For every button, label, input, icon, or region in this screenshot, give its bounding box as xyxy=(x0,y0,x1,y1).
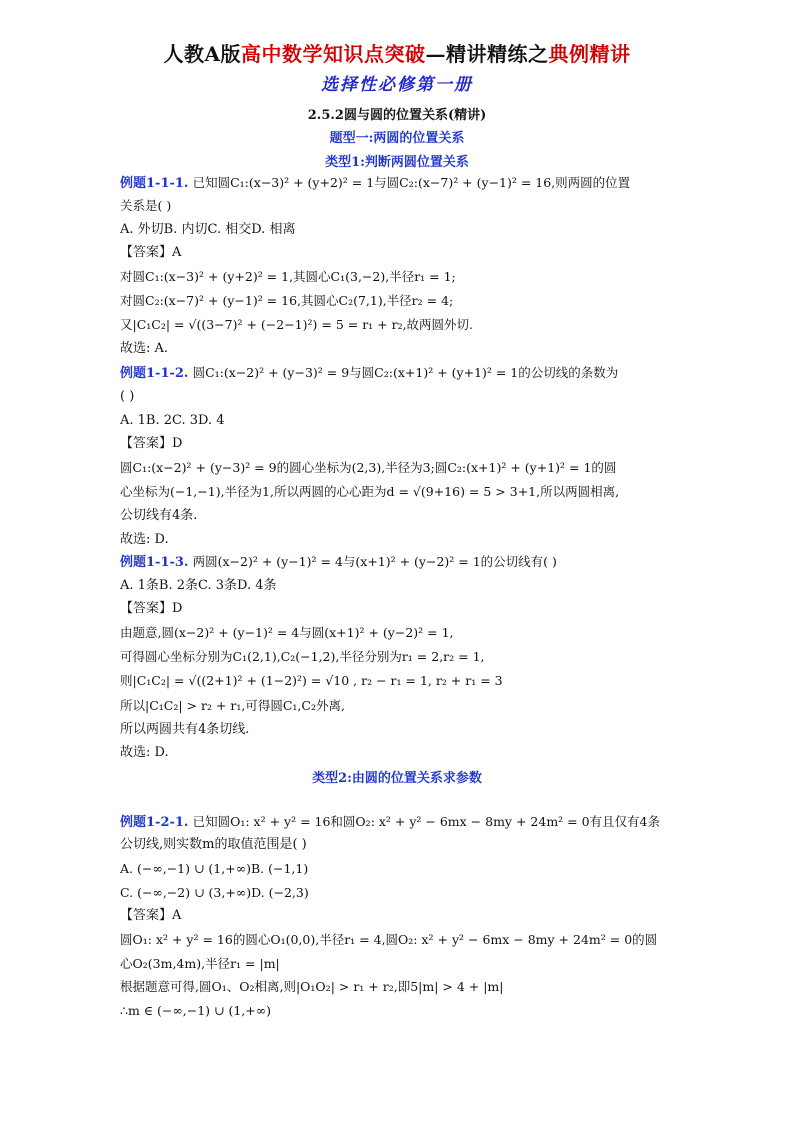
header-part2: 高中数学知识点突破 xyxy=(241,42,426,66)
ex4-answer: 【答案】A xyxy=(120,908,182,923)
topic-title: 题型一:两圆的位置关系 xyxy=(329,131,465,146)
ex1-solution3: 又|C₁C₂| = √((3−7)² + (−2−1)²) = 5 = r₁ + r₂,故两圆外切. xyxy=(120,317,474,332)
ex2-answer: 【答案】D xyxy=(120,436,183,451)
ex1-options: A. 外切B. 内切C. 相交D. 相离 xyxy=(120,222,296,237)
ex2-choice: 故选: D. xyxy=(120,532,169,547)
ex3-solution2: 可得圆心坐标分别为C₁(2,1),C₂(−1,2),半径分别为r₁ = 2,r₂ = 1, xyxy=(120,649,485,664)
header-part3: —精讲精练之 xyxy=(425,42,549,66)
ex4-options1: A. (−∞,−1) ∪ (1,+∞)B. (−1,1) xyxy=(120,861,309,876)
ex3-label: 例题1-1-3. xyxy=(120,555,189,570)
type1-title: 类型1:判断两圆位置关系 xyxy=(325,155,469,170)
ex3-answer: 【答案】D xyxy=(120,601,183,616)
ex4-label: 例题1-2-1. xyxy=(120,815,189,830)
ex2-options: A. 1B. 2C. 3D. 4 xyxy=(120,413,225,428)
ex1-question-line2: 关系是( ) xyxy=(120,198,172,213)
ex3-choice: 故选: D. xyxy=(120,745,169,760)
ex4-solution3: 根据题意可得,圆O₁、O₂相离,则|O₁O₂| > r₁ + r₂,即5|m| > 4 + |m| xyxy=(120,979,504,994)
page-header xyxy=(0,38,794,67)
type2-title: 类型2:由圆的位置关系求参数 xyxy=(312,771,482,786)
ex1-label: 例题1-1-1. xyxy=(120,176,189,191)
ex2-question-line2: ( ) xyxy=(120,389,135,404)
ex4-solution4: ∴m ∈ (−∞,−1) ∪ (1,+∞) xyxy=(120,1003,272,1018)
ex3-options: A. 1条B. 2条C. 3条D. 4条 xyxy=(120,578,277,593)
ex3-solution3: 则|C₁C₂| = √((2+1)² + (1−2)²) = √10 , r₂ − r₁ = 1, r₂ + r₁ = 3 xyxy=(120,673,503,688)
ex2-text1: 圆C₁:(x−2)² + (y−3)² = 9与圆C₂:(x+1)² + (y+1)² = 1的公切线的条数为 xyxy=(192,365,619,380)
ex4-solution2: 心O₂(3m,4m),半径r₁ = |m| xyxy=(120,956,280,971)
ex3-text1: 两圆(x−2)² + (y−1)² = 4与(x+1)² + (y−2)² = 1的公切线有( ) xyxy=(192,554,557,569)
ex4-question-line1 xyxy=(120,813,660,832)
ex3-solution5: 所以两圆共有4条切线. xyxy=(120,722,250,737)
ex2-question-line1 xyxy=(120,364,618,383)
ex3-solution1: 由题意,圆(x−2)² + (y−1)² = 4与圆(x+1)² + (y−2)² = 1, xyxy=(120,625,454,640)
ex4-options2: C. (−∞,−2) ∪ (3,+∞)D. (−2,3) xyxy=(120,885,309,900)
ex3-solution4: 所以|C₁C₂| > r₂ + r₁,可得圆C₁,C₂外离, xyxy=(120,698,345,713)
section-title: 2.5.2圆与圆的位置关系(精讲) xyxy=(307,108,487,123)
ex1-answer: 【答案】A xyxy=(120,245,182,260)
header-part1: 人教A版 xyxy=(163,42,242,66)
ex1-question-line1 xyxy=(120,174,630,193)
ex1-solution2: 对圆C₂:(x−7)² + (y−1)² = 16,其圆心C₂(7,1),半径r₂ = 4; xyxy=(120,293,454,308)
page-subtitle: 选择性必修第一册 xyxy=(321,75,473,95)
ex4-solution1: 圆O₁: x² + y² = 16的圆心O₁(0,0),半径r₁ = 4,圆O₂: x² + y² − 6mx − 8my + 24m² = 0的圆 xyxy=(120,932,658,947)
ex4-text1: 已知圆O₁: x² + y² = 16和圆O₂: x² + y² − 6mx − 8my + 24m² = 0有且仅有4条 xyxy=(192,814,661,829)
ex2-solution3: 公切线有4条. xyxy=(120,508,198,523)
ex3-question-line1 xyxy=(120,553,557,572)
header-part4: 典例精讲 xyxy=(548,42,631,66)
ex1-text1: 已知圆C₁:(x−3)² + (y+2)² = 1与圆C₂:(x−7)² + (y−1)² = 16,则两圆的位置 xyxy=(192,175,631,190)
ex2-label: 例题1-1-2. xyxy=(120,366,189,381)
ex1-solution1: 对圆C₁:(x−3)² + (y+2)² = 1,其圆心C₁(3,−2),半径r₁ = 1; xyxy=(120,269,456,284)
ex4-question-line2: 公切线,则实数m的取值范围是( ) xyxy=(120,837,307,852)
ex1-choice: 故选: A. xyxy=(120,341,169,356)
ex2-solution2: 心坐标为(−1,−1),半径为1,所以两圆的心心距为d = √(9+16) = 5 > 3+1,所以两圆相离, xyxy=(120,484,620,499)
ex2-solution1: 圆C₁:(x−2)² + (y−3)² = 9的圆心坐标为(2,3),半径为3;圆C₂:(x+1)² + (y+1)² = 1的圆 xyxy=(120,460,617,475)
